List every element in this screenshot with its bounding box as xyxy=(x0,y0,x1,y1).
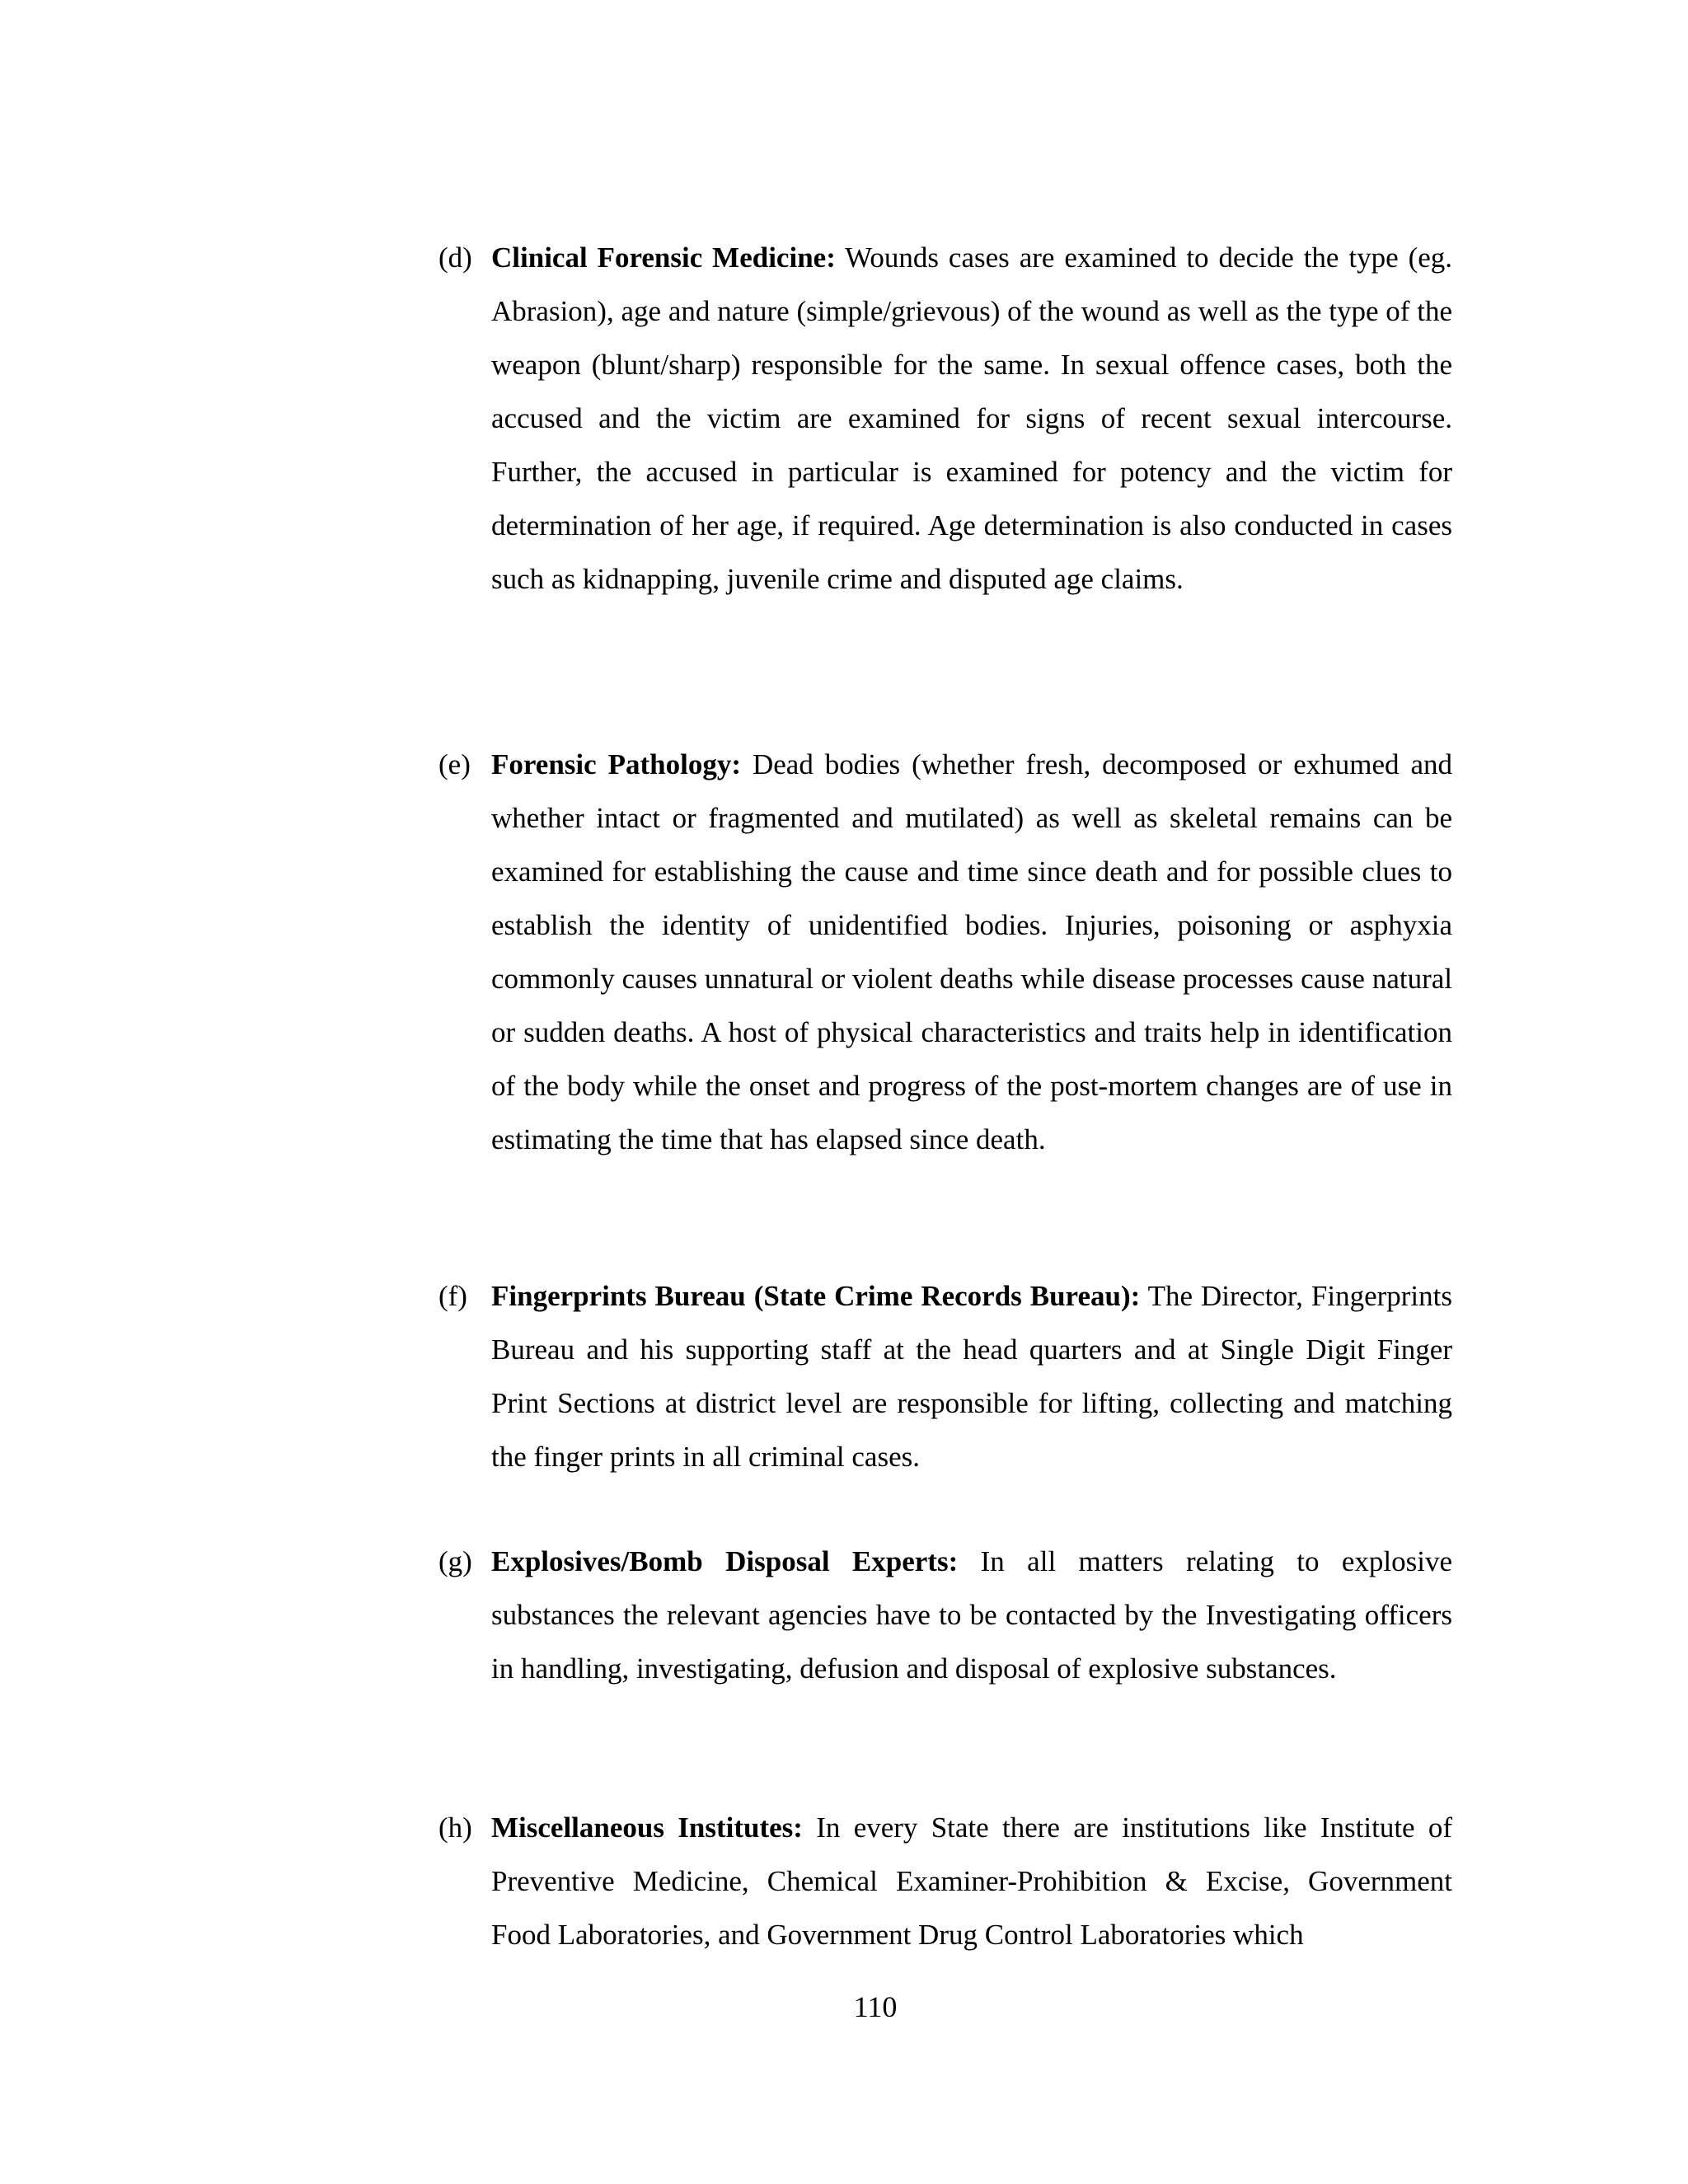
list-item-e xyxy=(438,738,1452,1166)
item-heading: Fingerprints Bureau (State Crime Records Bureau): xyxy=(491,1280,1141,1312)
item-paragraph xyxy=(491,1801,1452,1961)
page-number: 110 xyxy=(853,1990,898,2023)
item-text: Dead bodies (whether fresh, decomposed or exhumed and whether intact or fragmented and mutilated) as well as skeletal remains can be examined for establishing the cause and time since death and for possible clues to establish the identity of unidentified bodies. Injuries, poisoning or asphyxia commonly causes unnatural or violent deaths while disease processes cause natural or sudden deaths. A host of physical characteristics and traits help in identification of the body while the onset and progress of the post-mortem changes are of use in estimating the time that has elapsed since death. xyxy=(491,748,1452,1155)
list-item-d xyxy=(438,231,1452,606)
item-marker: (d) xyxy=(438,241,472,274)
list-item-f xyxy=(438,1269,1452,1483)
list-item-h xyxy=(438,1801,1452,1961)
item-marker: (e) xyxy=(438,748,471,780)
item-text: In every State there are institutions like Institute of Preventive Medicine, Chemical Examiner-Prohibition & Excise, Government Food Laboratories, and Government Drug Control Laboratories which xyxy=(491,1811,1453,1951)
item-paragraph xyxy=(491,1269,1452,1483)
item-paragraph xyxy=(491,738,1452,1166)
item-text: Wounds cases are examined to decide the type (eg. Abrasion), age and nature (simple/grievous) of the wound as well as the type of the weapon (blunt/sharp) responsible for the same. In sexual offence cases, both the accused and the victim are examined for signs of recent sexual intercourse. Further, the accused in particular is examined for potency and the victim for determination of her age, if required. Age determination is also conducted in cases such as kidnapping, juvenile crime and disputed age claims. xyxy=(491,241,1453,595)
item-marker: (h) xyxy=(438,1811,472,1844)
item-text: The Director, Fingerprints Bureau and his supporting staff at the head quarters and at Single Digit Finger Print Sections at district level are responsible for lifting, collecting and matching the finger prints in all criminal cases. xyxy=(491,1280,1452,1473)
item-heading: Clinical Forensic Medicine: xyxy=(491,241,836,274)
item-marker: (f) xyxy=(438,1280,467,1312)
item-paragraph xyxy=(491,231,1452,606)
item-heading: Explosives/Bomb Disposal Experts: xyxy=(491,1545,959,1577)
list-item-g xyxy=(438,1535,1452,1695)
item-heading: Miscellaneous Institutes: xyxy=(491,1811,803,1844)
item-heading: Forensic Pathology: xyxy=(491,748,742,780)
item-marker: (g) xyxy=(438,1545,472,1577)
item-text: In all matters relating to explosive substances the relevant agencies have to be contacted by the Investigating officers in handling, investigating, defusion and disposal of explosive substances. xyxy=(491,1545,1452,1685)
item-paragraph xyxy=(491,1535,1452,1695)
